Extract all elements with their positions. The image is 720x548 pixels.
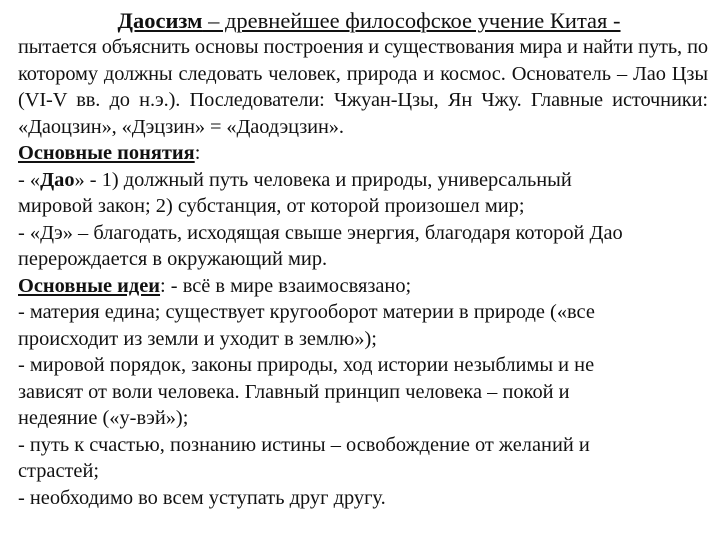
dao-word: Дао	[40, 168, 75, 191]
ideas-line: зависят от воли человека. Главный принцип человека – покой и	[18, 380, 570, 403]
page-title	[18, 8, 708, 34]
ideas-line: происходит из земли и уходит в землю»);	[18, 327, 377, 350]
title-term: Даосизм	[117, 8, 203, 33]
ideas-line: - необходимо во всем уступать друг другу.	[18, 486, 386, 509]
dao-line-2: мировой закон; 2) субстанция, от которой произошел мир;	[18, 195, 525, 217]
ideas-heading: Основные идеи	[18, 274, 161, 297]
ideas-line: недеяние («у-вэй»);	[18, 407, 189, 429]
ideas-line: - мировой порядок, законы природы, ход истории незыблимы и не	[18, 354, 595, 376]
ideas-line: - путь к счастью, познанию истины – освобождение от желаний и	[18, 433, 590, 456]
concepts-heading-line	[18, 140, 708, 167]
dao-line-1	[18, 167, 708, 194]
de-line-2: перерождается в окружающий мир.	[18, 248, 328, 270]
intro-paragraph: пытается объяснить основы построения и существования мира и найти путь, по которому должны следовать человек, природа и космос. Основатель – Лао Цзы (VI-V вв. до н.э.). Последователи: Чжуан-Цзы, Ян Чжу. Главные источники: «Даоцзин», «Дэцзин» = «Даодэцзин».	[18, 36, 708, 138]
ideas-heading-line	[18, 273, 708, 300]
ideas-line: страстей;	[18, 460, 100, 482]
de-line-1: - «Дэ» – благодать, исходящая свыше энергия, благодаря которой Дао	[18, 221, 623, 244]
slide	[0, 8, 720, 548]
ideas-line: - материя едина; существует кругооборот материи в природе («все	[18, 301, 595, 323]
dao-rest: » - 1) должный путь человека и природы, универсальный	[74, 168, 572, 191]
dao-prefix: - «	[18, 168, 41, 191]
title-rest: – древнейшее философское учение Китая -	[202, 8, 621, 33]
ideas-heading-rest: : - всё в мире взаимосвязано;	[160, 274, 412, 297]
concepts-heading: Основные понятия	[18, 142, 195, 164]
concepts-colon: :	[194, 142, 201, 164]
